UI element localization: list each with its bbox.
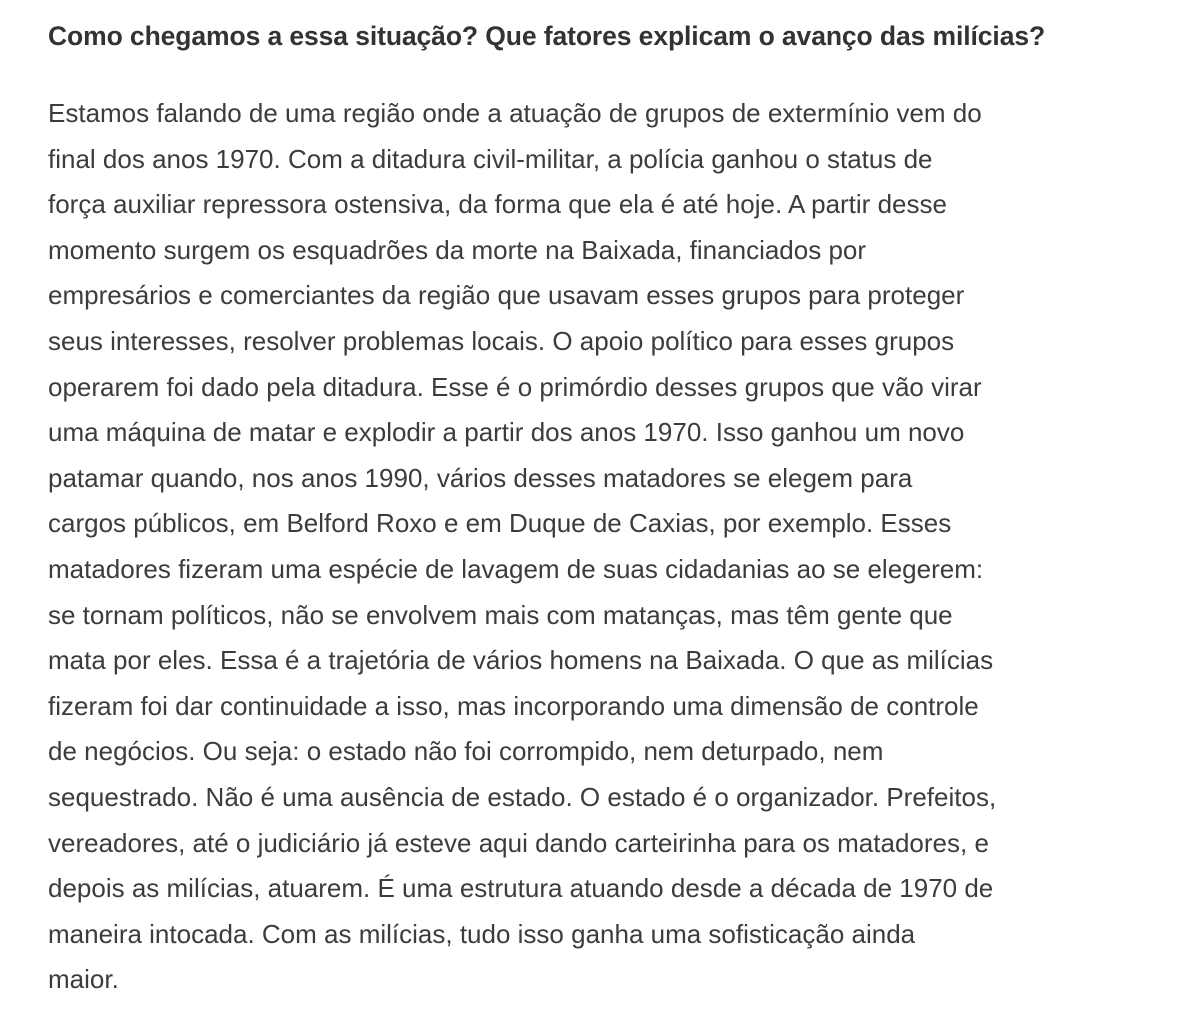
answer-line: de negócios. Ou seja: o estado não foi corrompido, nem deturpado, nem [48,736,884,767]
answer-line: empresários e comerciantes da região que usavam esses grupos para proteger [48,280,965,311]
answer-line: operarem foi dado pela ditadura. Esse é o primórdio desses grupos que vão virar [48,371,982,402]
answer-line: maneira intocada. Com as milícias, tudo isso ganha uma sofisticação ainda [48,918,916,949]
answer-line: uma máquina de matar e explodir a partir dos anos 1970. Isso ganhou um novo [48,417,965,448]
answer-line: cargos públicos, em Belford Roxo e em Duque de Caxias, por exemplo. Esses [48,508,952,539]
answer-line: maior. [48,964,119,995]
answer-line: final dos anos 1970. Com a ditadura civil-militar, a polícia ganhou o status de [48,143,933,174]
answer-paragraph [48,91,1152,1003]
answer-line: depois as milícias, atuarem. É uma estrutura atuando desde a década de 1970 de [48,873,994,904]
answer-line: se tornam políticos, não se envolvem mais com matanças, mas têm gente que [48,599,953,630]
answer-line: força auxiliar repressora ostensiva, da forma que ela é até hoje. A partir desse [48,189,947,220]
answer-line: mata por eles. Essa é a trajetória de vários homens na Baixada. O que as milícias [48,645,994,676]
answer-line: momento surgem os esquadrões da morte na Baixada, financiados por [48,234,867,265]
answer-line: patamar quando, nos anos 1990, vários desses matadores se elegem para [48,462,913,493]
answer-line: matadores fizeram uma espécie de lavagem de suas cidadanias ao se elegerem: [48,553,984,584]
answer-line: sequestrado. Não é uma ausência de estado. O estado é o organizador. Prefeitos, [48,781,997,812]
answer-line: Estamos falando de uma região onde a atuação de grupos de extermínio vem do [48,98,982,128]
question-heading: Como chegamos a essa situação? Que fatores explicam o avanço das milícias? [48,21,1046,51]
answer-line: vereadores, até o judiciário já esteve aqui dando carteirinha para os matadores, e [48,827,989,858]
answer-line: fizeram foi dar continuidade a isso, mas incorporando uma dimensão de controle [48,690,979,721]
answer-line: seus interesses, resolver problemas locais. O apoio político para esses grupos [48,325,955,356]
